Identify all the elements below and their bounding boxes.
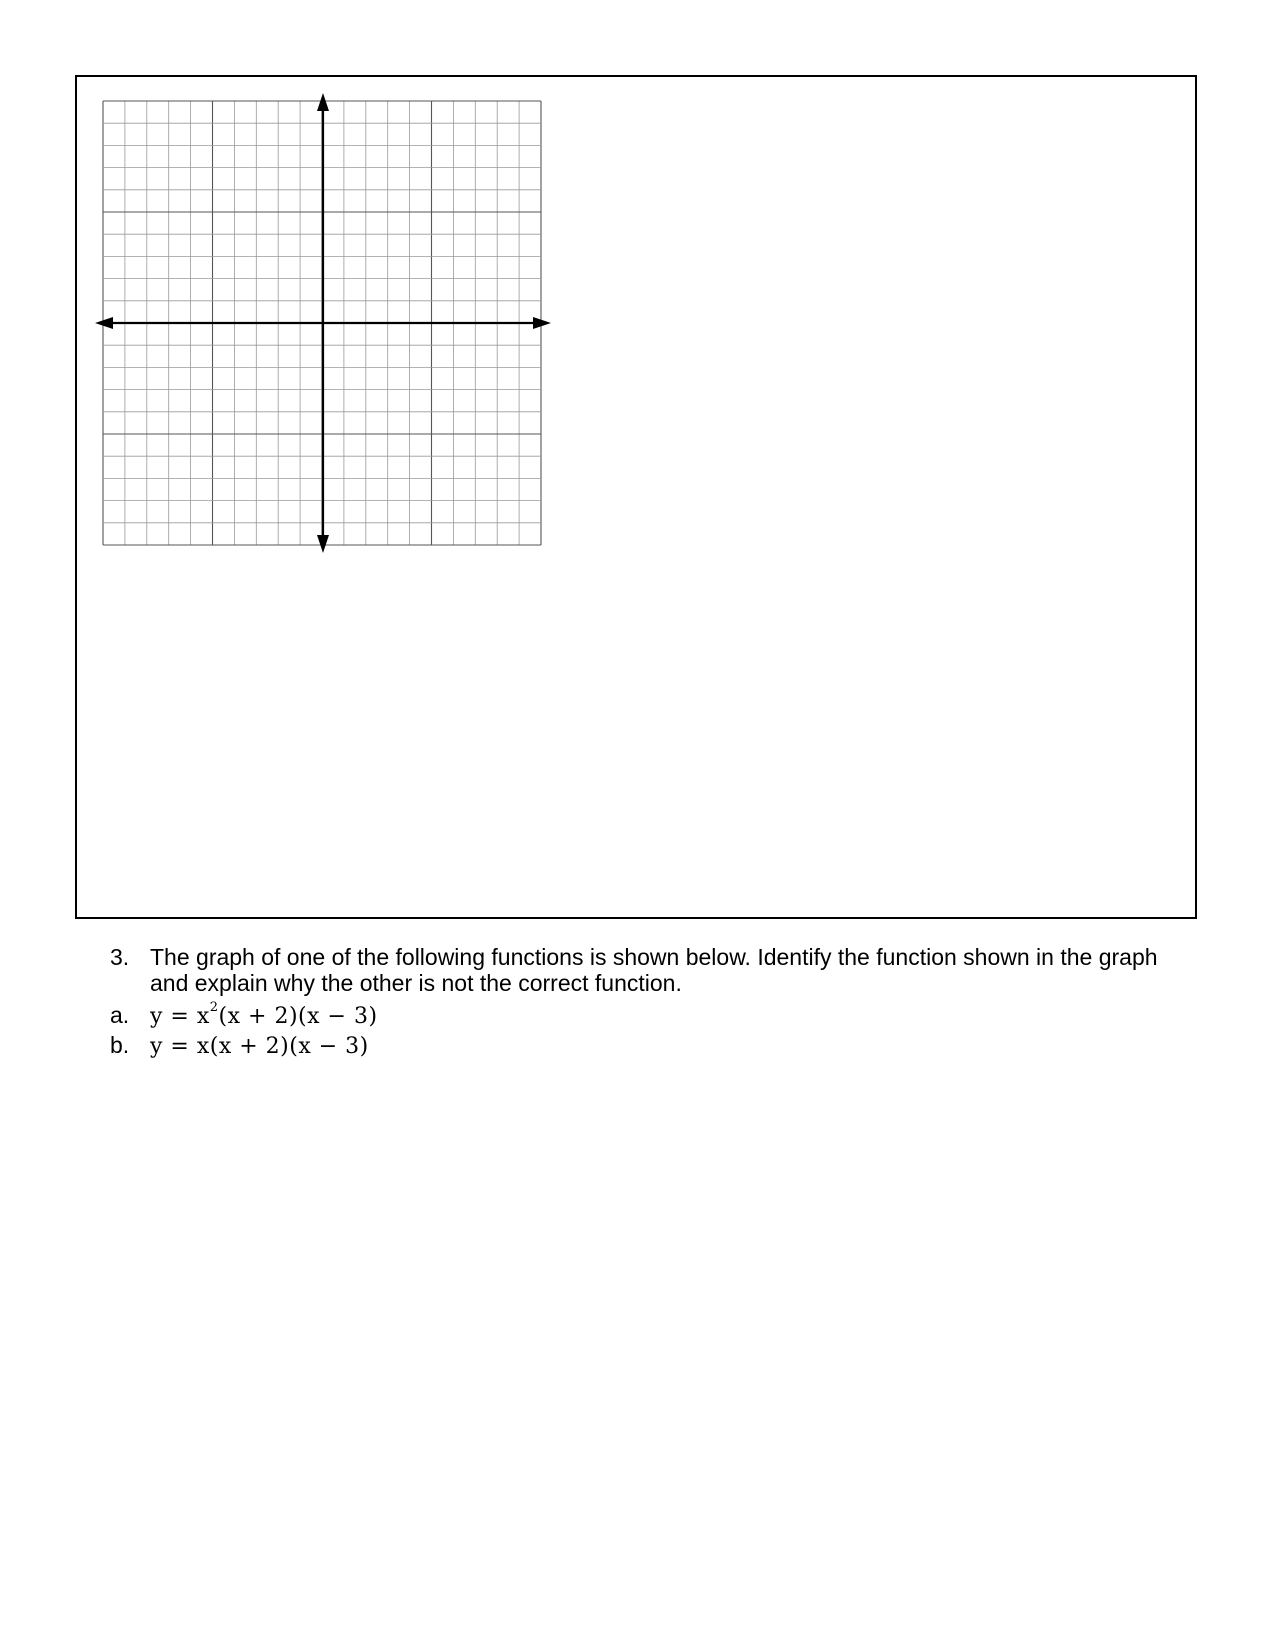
question-text: The graph of one of the following functions is shown below. Identify the function shown in the graph and explain why the other is not the correct function.	[150, 944, 1158, 996]
choice-list	[110, 1002, 1200, 1062]
choice-b	[110, 1032, 1200, 1062]
question-number: 3.	[110, 944, 130, 970]
choice-equation: $y = x^2(x + 2)(x - 3)$	[150, 1000, 378, 1029]
choice-letter: b.	[110, 1032, 130, 1058]
choice-equation: y = x(x + 2)(x − 3)	[150, 1034, 369, 1059]
coordinate-grid	[95, 93, 551, 553]
y-axis-down-arrow-icon	[317, 535, 329, 553]
choice-a	[110, 1002, 1200, 1032]
choice-letter: a.	[110, 1002, 130, 1028]
exponent: 2	[209, 1000, 219, 1015]
x-axis-left-arrow-icon	[95, 317, 113, 329]
question-3	[110, 944, 1200, 1062]
x-axis-right-arrow-icon	[533, 317, 551, 329]
y-axis-up-arrow-icon	[317, 93, 329, 111]
